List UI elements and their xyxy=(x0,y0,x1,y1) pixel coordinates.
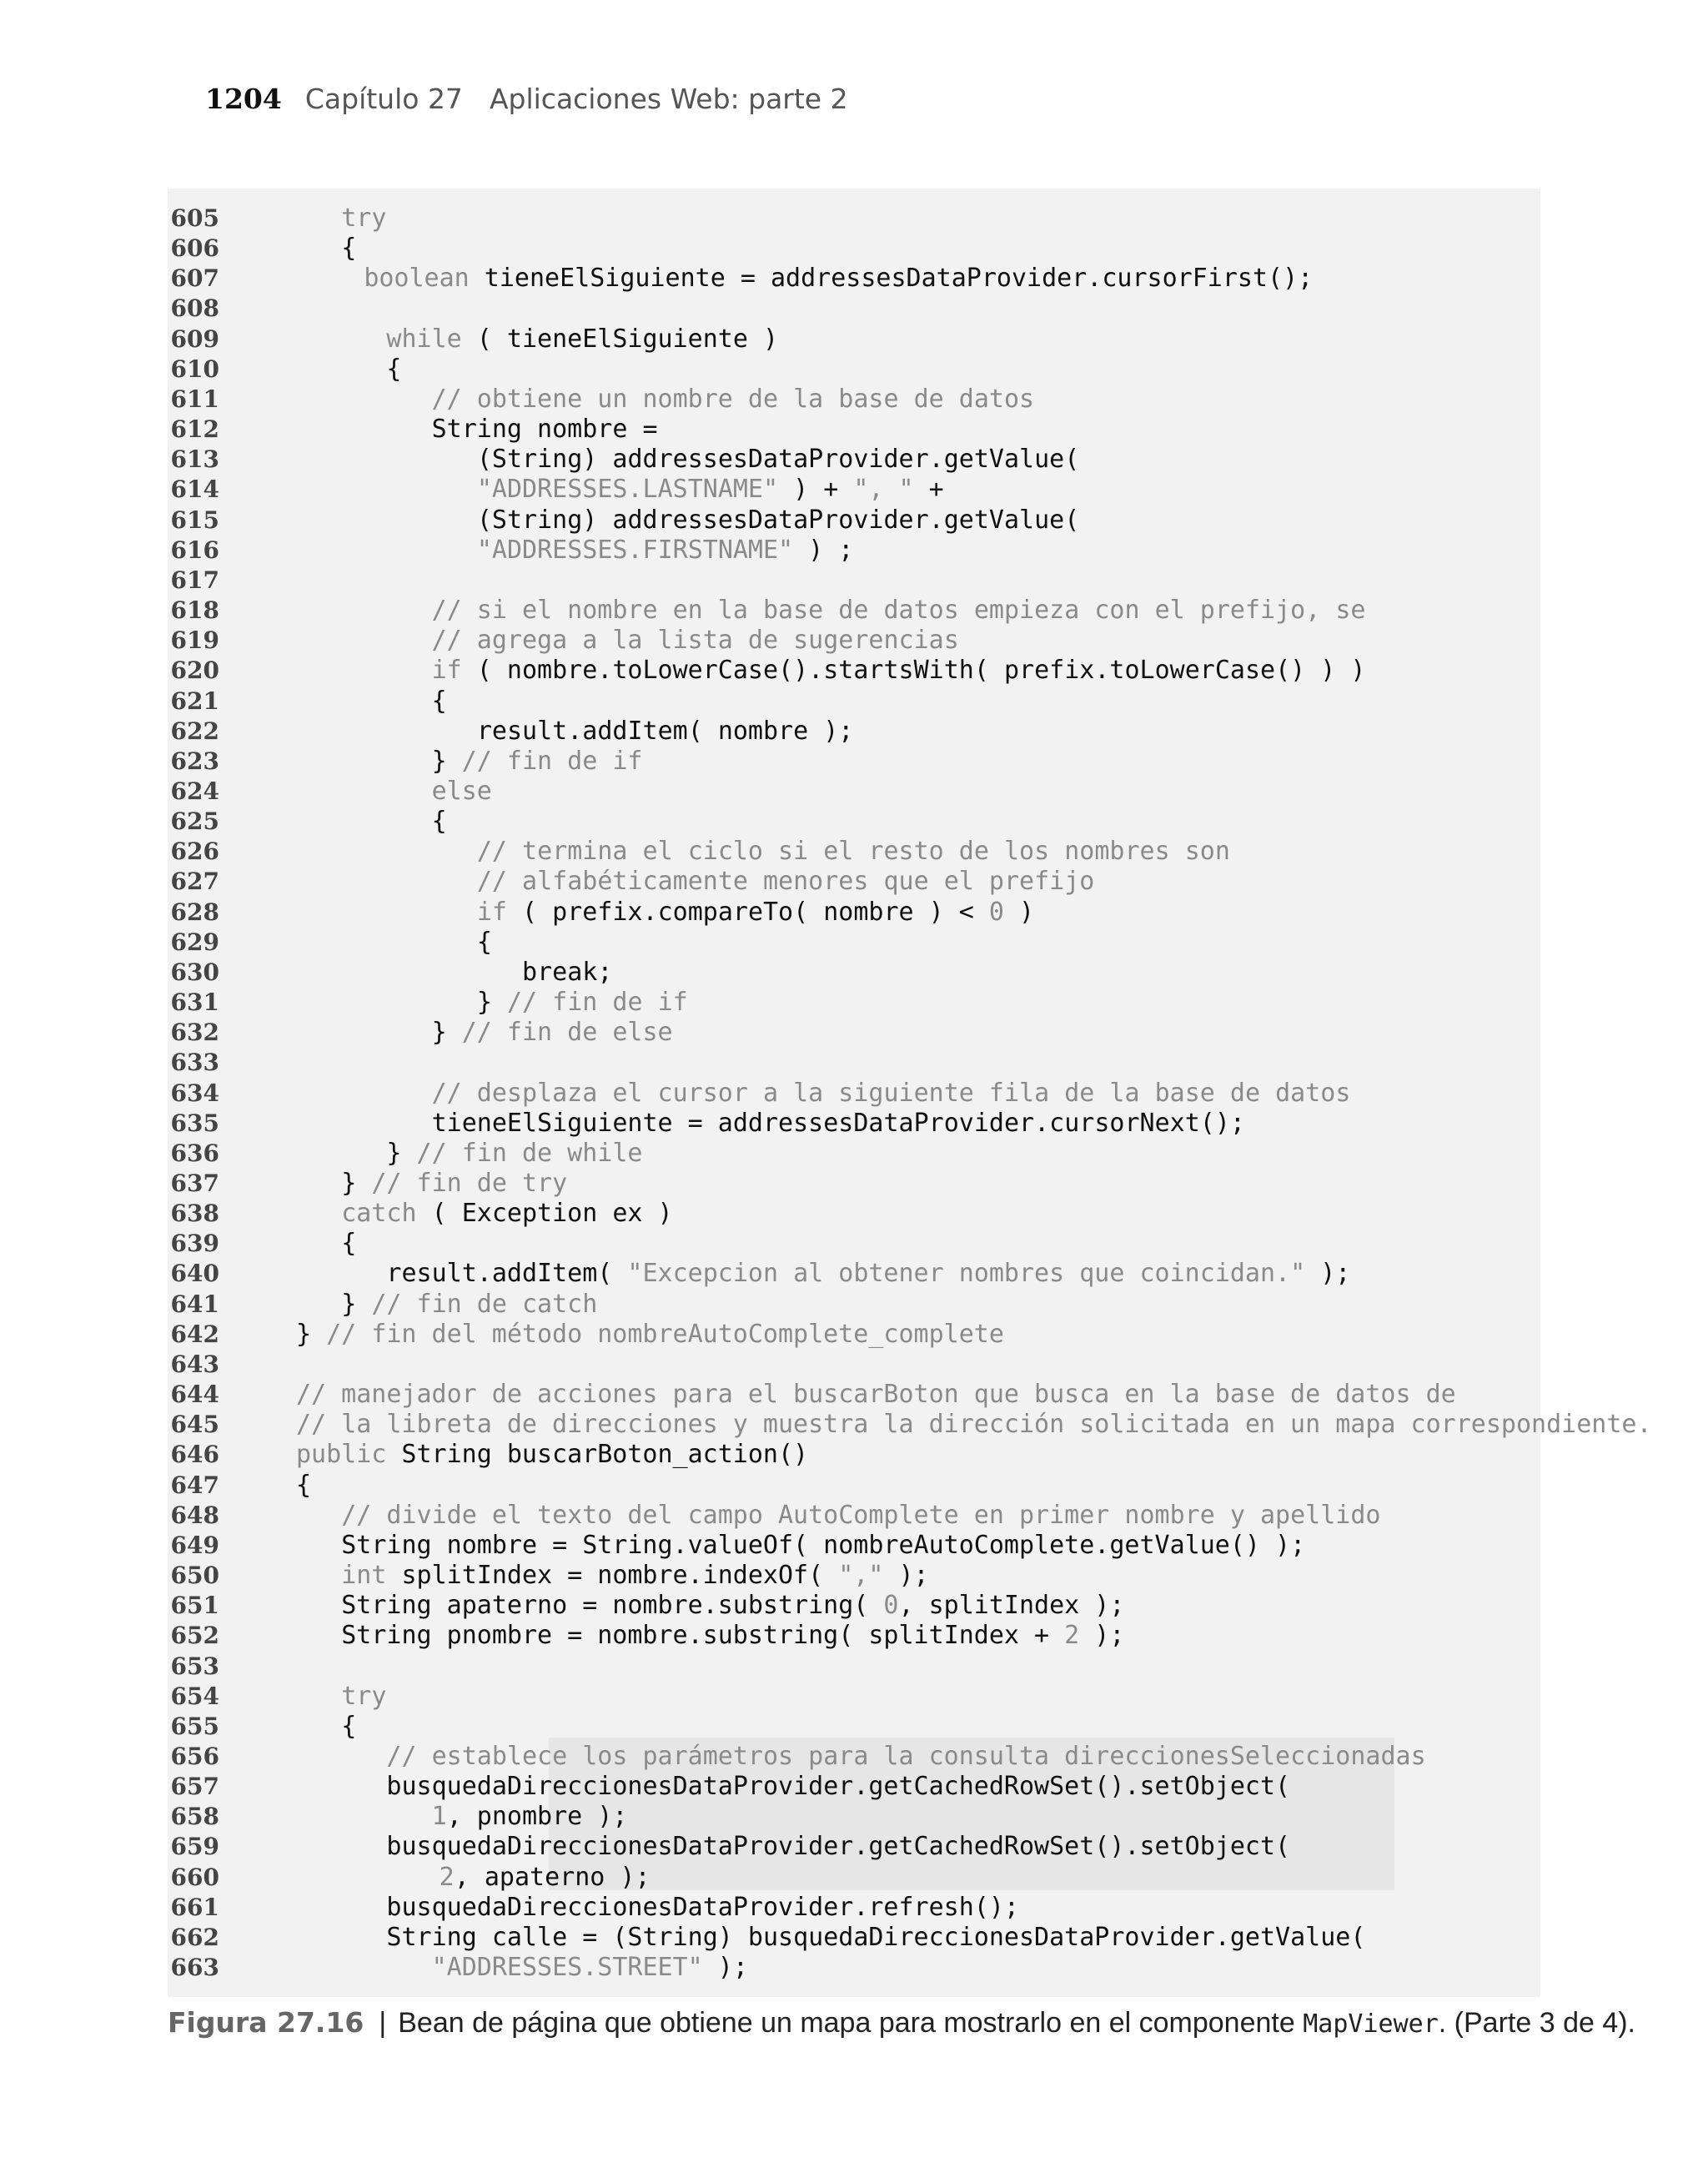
line-number: 620 xyxy=(170,656,219,685)
code-text xyxy=(341,1561,928,1591)
code-token-plain: ); xyxy=(1305,1259,1351,1289)
code-line xyxy=(168,264,1540,294)
code-line xyxy=(168,1259,1540,1289)
line-number: 634 xyxy=(170,1079,219,1107)
code-token-plain: , apaterno ); xyxy=(454,1862,651,1892)
code-line xyxy=(168,1229,1540,1259)
line-number: 630 xyxy=(170,958,219,986)
code-text xyxy=(477,717,854,747)
line-number: 629 xyxy=(170,928,219,956)
code-line xyxy=(168,1410,1652,1440)
line-number: 654 xyxy=(170,1682,219,1710)
code-line xyxy=(168,988,1540,1018)
line-number: 649 xyxy=(170,1531,219,1559)
code-token-plain: } xyxy=(341,1169,372,1198)
code-text xyxy=(432,415,658,445)
code-line xyxy=(168,566,1540,596)
code-token-keyword: catch xyxy=(341,1199,417,1229)
code-text xyxy=(477,837,1230,867)
code-line xyxy=(168,1320,1540,1350)
code-token-number: 1 xyxy=(431,1802,447,1832)
code-line xyxy=(168,1652,1540,1682)
code-text xyxy=(432,596,1366,626)
code-text xyxy=(296,1320,1004,1350)
code-text xyxy=(341,234,356,264)
line-number: 655 xyxy=(170,1712,219,1740)
code-token-keyword: else xyxy=(431,776,492,806)
code-text xyxy=(341,1169,567,1199)
line-number: 633 xyxy=(170,1049,219,1077)
code-text xyxy=(296,1440,808,1470)
code-line xyxy=(168,1169,1540,1199)
code-token-plain: { xyxy=(386,354,402,384)
line-number: 624 xyxy=(170,777,219,805)
code-text xyxy=(432,687,447,717)
code-line xyxy=(168,1863,1540,1893)
page-number: 1204 xyxy=(205,83,282,115)
code-line xyxy=(168,807,1540,837)
code-text xyxy=(432,1802,628,1832)
code-token-plain: , splitIndex ); xyxy=(898,1591,1125,1621)
code-token-plain: { xyxy=(341,234,357,264)
code-token-plain: + xyxy=(913,475,944,505)
code-token-comment: // establece los parámetros para la consulta direccionesSeleccionadas xyxy=(386,1741,1426,1771)
code-line xyxy=(168,1893,1540,1923)
code-line xyxy=(168,1561,1540,1591)
chapter-title: Aplicaciones Web: parte 2 xyxy=(489,83,848,115)
code-line xyxy=(168,385,1540,415)
code-token-plain: String apaterno = nombre.substring( xyxy=(341,1591,884,1621)
code-line xyxy=(168,1139,1540,1169)
code-line xyxy=(168,1802,1540,1832)
line-number: 612 xyxy=(170,415,219,444)
code-token-comment: // la libreta de direcciones y muestra la dirección solicitada en un mapa correspondiente. xyxy=(296,1410,1652,1440)
code-token-plain: } xyxy=(386,1138,417,1168)
code-line xyxy=(168,204,1540,234)
caption-separator: | xyxy=(379,2007,387,2039)
line-number: 646 xyxy=(170,1441,219,1469)
code-token-plain: ); xyxy=(1079,1621,1125,1651)
code-text xyxy=(477,898,1034,928)
code-token-plain: String nombre = String.valueOf( nombreAutoComplete.getValue() ); xyxy=(341,1530,1306,1560)
code-line xyxy=(168,1380,1540,1410)
code-text xyxy=(477,475,944,505)
code-token-plain: , pnombre ); xyxy=(446,1802,628,1832)
code-text xyxy=(386,1923,1365,1953)
code-text xyxy=(432,1953,748,1983)
code-token-plain: { xyxy=(296,1470,312,1500)
line-number: 635 xyxy=(170,1109,219,1137)
code-token-plain: } xyxy=(296,1319,327,1349)
line-number: 607 xyxy=(170,264,219,293)
line-number: 638 xyxy=(170,1200,219,1228)
code-line xyxy=(168,355,1540,385)
code-token-comment: // divide el texto del campo AutoComplete en primer nombre y apellido xyxy=(341,1500,1381,1530)
code-text xyxy=(296,1380,1456,1410)
code-text xyxy=(364,264,1313,294)
code-token-comment: // manejador de acciones para el buscarBoton que busca en la base de datos de xyxy=(296,1380,1456,1410)
code-token-plain: { xyxy=(431,686,447,716)
code-token-plain: busquedaDireccionesDataProvider.getCachedRowSet().setObject( xyxy=(386,1772,1291,1802)
code-text xyxy=(432,807,447,837)
line-number: 657 xyxy=(170,1773,219,1801)
code-token-plain: String nombre = xyxy=(431,415,658,445)
code-text xyxy=(432,385,1034,415)
code-line xyxy=(168,656,1540,686)
code-line xyxy=(168,1109,1540,1139)
code-token-plain: } xyxy=(341,1289,372,1319)
line-number: 625 xyxy=(170,807,219,836)
code-line xyxy=(168,1742,1540,1772)
line-number: 632 xyxy=(170,1019,219,1047)
line-number: 647 xyxy=(170,1471,219,1499)
code-line xyxy=(168,1350,1540,1380)
chapter-label: Capítulo 27 xyxy=(304,83,463,115)
code-line xyxy=(168,1621,1540,1651)
code-line xyxy=(168,506,1540,536)
code-token-plain: result.addItem( nombre ); xyxy=(476,716,854,746)
code-line xyxy=(168,1290,1540,1320)
code-text xyxy=(432,777,492,807)
code-token-plain: tieneElSiguiente = addressesDataProvider.cursorNext(); xyxy=(431,1108,1245,1138)
code-token-plain: String pnombre = nombre.substring( splitIndex + xyxy=(341,1621,1065,1651)
code-line xyxy=(168,928,1540,958)
line-number: 619 xyxy=(170,626,219,655)
code-token-plain: { xyxy=(431,807,447,837)
code-token-string: "ADDRESSES.STREET" xyxy=(431,1953,703,1983)
line-number: 616 xyxy=(170,536,219,564)
code-token-plain: ) + xyxy=(778,475,854,505)
code-text xyxy=(341,1591,1124,1621)
code-line xyxy=(168,777,1540,807)
line-number: 609 xyxy=(170,324,219,353)
code-token-number: 2 xyxy=(1064,1621,1080,1651)
line-number: 660 xyxy=(170,1863,219,1891)
code-token-keyword: while xyxy=(386,324,462,354)
code-text xyxy=(341,1682,386,1712)
code-text xyxy=(296,1410,1652,1440)
line-number: 662 xyxy=(170,1923,219,1951)
page-header xyxy=(205,80,848,118)
code-line xyxy=(168,445,1540,475)
line-number: 627 xyxy=(170,868,219,896)
code-text xyxy=(386,355,401,385)
code-text xyxy=(386,1832,1290,1862)
code-text xyxy=(341,204,386,234)
line-number: 652 xyxy=(170,1622,219,1650)
code-token-plain: (String) addressesDataProvider.getValue( xyxy=(476,505,1080,535)
line-number: 650 xyxy=(170,1562,219,1590)
line-number: 658 xyxy=(170,1803,219,1831)
code-token-plain: ( nombre.toLowerCase().startsWith( prefix.toLowerCase() ) ) xyxy=(461,656,1366,686)
code-text xyxy=(432,656,1366,686)
code-line xyxy=(168,898,1540,928)
code-token-comment: // fin de catch xyxy=(371,1289,598,1319)
code-line xyxy=(168,1018,1540,1048)
code-token-plain: ( tieneElSiguiente ) xyxy=(461,324,779,354)
code-token-number: 2 xyxy=(439,1862,455,1892)
code-token-comment: // fin de if xyxy=(461,746,643,776)
code-text xyxy=(477,867,1095,897)
line-number: 641 xyxy=(170,1290,219,1318)
code-listing xyxy=(168,204,1652,1983)
code-token-comment: // fin del método nombreAutoComplete_complete xyxy=(326,1319,1004,1349)
line-number: 622 xyxy=(170,717,219,745)
code-token-plain: tieneElSiguiente = addressesDataProvider.cursorFirst(); xyxy=(469,264,1314,294)
code-line xyxy=(168,1531,1540,1561)
code-line xyxy=(168,1682,1540,1712)
code-text xyxy=(341,1199,672,1229)
code-text xyxy=(432,1079,1351,1109)
code-text xyxy=(386,1742,1425,1772)
code-text xyxy=(477,506,1079,536)
code-token-plain: } xyxy=(476,988,507,1018)
code-token-comment: // agrega a la lista de sugerencias xyxy=(431,626,959,656)
code-token-comment: // desplaza el cursor a la siguiente fila de la base de datos xyxy=(431,1078,1351,1108)
line-number: 639 xyxy=(170,1230,219,1258)
code-text xyxy=(522,958,612,988)
code-line xyxy=(168,717,1540,747)
code-token-comment: // termina el ciclo si el resto de los nombres son xyxy=(476,837,1230,867)
line-number: 651 xyxy=(170,1592,219,1620)
code-token-comment: // fin de try xyxy=(371,1169,568,1198)
line-number: 617 xyxy=(170,566,219,594)
code-token-plain: String calle = (String) busquedaDireccionesDataProvider.getValue( xyxy=(386,1922,1366,1952)
line-number: 608 xyxy=(170,294,219,323)
line-number: 648 xyxy=(170,1501,219,1529)
code-token-plain: } xyxy=(431,1018,462,1048)
code-token-plain: ) xyxy=(1003,897,1035,927)
code-text xyxy=(386,1893,1019,1923)
code-token-number: 0 xyxy=(883,1591,899,1621)
code-text xyxy=(341,1501,1380,1531)
code-token-comment: // fin de while xyxy=(416,1138,643,1168)
code-line xyxy=(168,1199,1540,1229)
code-line xyxy=(168,687,1540,717)
code-line xyxy=(168,1440,1540,1470)
code-token-comment: // fin de else xyxy=(461,1018,673,1048)
code-token-comment: // fin de if xyxy=(506,988,688,1018)
line-number: 642 xyxy=(170,1320,219,1348)
line-number: 628 xyxy=(170,898,219,926)
code-token-plain: String buscarBoton_action() xyxy=(386,1440,809,1470)
code-token-keyword: try xyxy=(341,204,387,233)
code-text xyxy=(341,1290,597,1320)
code-text xyxy=(432,1018,673,1048)
code-text xyxy=(386,1772,1290,1802)
code-text xyxy=(477,988,688,1018)
code-token-plain: busquedaDireccionesDataProvider.getCachedRowSet().setObject( xyxy=(386,1832,1291,1862)
code-token-keyword: public xyxy=(296,1440,387,1470)
code-text xyxy=(341,1531,1305,1561)
code-token-keyword: if xyxy=(476,897,507,927)
line-number: 640 xyxy=(170,1260,219,1288)
code-token-plain: break; xyxy=(522,957,613,987)
code-text xyxy=(432,747,643,777)
line-number: 621 xyxy=(170,687,219,715)
line-number: 637 xyxy=(170,1169,219,1197)
line-number: 661 xyxy=(170,1893,219,1921)
code-line xyxy=(168,1953,1540,1983)
line-number: 611 xyxy=(170,385,219,413)
code-token-plain: ) ; xyxy=(793,535,854,565)
code-line xyxy=(168,596,1540,626)
line-number: 645 xyxy=(170,1411,219,1439)
code-text xyxy=(432,1109,1245,1139)
code-text xyxy=(386,324,778,355)
code-token-keyword: int xyxy=(341,1561,387,1591)
caption-code-term: MapViewer xyxy=(1303,2009,1439,2039)
code-line xyxy=(168,1712,1540,1742)
code-text xyxy=(296,1471,311,1501)
code-token-plain: } xyxy=(431,746,462,776)
line-number: 643 xyxy=(170,1350,219,1378)
code-token-plain: result.addItem( xyxy=(386,1259,628,1289)
code-text xyxy=(477,445,1079,475)
code-token-plain: ); xyxy=(883,1561,929,1591)
code-token-keyword: boolean xyxy=(364,264,470,294)
line-number: 618 xyxy=(170,596,219,625)
code-token-keyword: if xyxy=(431,656,462,686)
figure-label: Figura 27.16 xyxy=(168,2006,364,2039)
code-line xyxy=(168,294,1540,324)
code-line xyxy=(168,536,1540,566)
code-text xyxy=(477,928,492,958)
line-number: 614 xyxy=(170,475,219,504)
code-line xyxy=(168,1591,1540,1621)
line-number: 644 xyxy=(170,1381,219,1409)
line-number: 606 xyxy=(170,234,219,263)
code-line xyxy=(168,747,1540,777)
code-line xyxy=(168,958,1540,988)
code-token-string: "," xyxy=(838,1561,884,1591)
code-token-plain: { xyxy=(341,1711,357,1741)
code-line xyxy=(168,1048,1540,1078)
code-line xyxy=(168,324,1540,355)
code-token-plain: splitIndex = nombre.indexOf( xyxy=(386,1561,839,1591)
code-token-string: ", " xyxy=(853,475,914,505)
code-text xyxy=(386,1139,642,1169)
code-text xyxy=(341,1712,356,1742)
code-token-plain: ); xyxy=(702,1953,748,1983)
code-token-plain: ( Exception ex ) xyxy=(416,1199,673,1229)
code-line xyxy=(168,1501,1540,1531)
code-token-string: "ADDRESSES.LASTNAME" xyxy=(476,475,779,505)
code-token-string: "ADDRESSES.FIRSTNAME" xyxy=(476,535,794,565)
code-token-plain: ( prefix.compareTo( nombre ) < xyxy=(506,897,989,927)
code-token-plain: { xyxy=(341,1229,357,1259)
line-number: 636 xyxy=(170,1139,219,1167)
code-line xyxy=(168,1923,1540,1953)
code-line xyxy=(168,475,1540,505)
line-number: 631 xyxy=(170,988,219,1017)
code-line xyxy=(168,1471,1540,1501)
line-number: 659 xyxy=(170,1833,219,1861)
line-number: 610 xyxy=(170,355,219,383)
code-line xyxy=(168,415,1540,445)
code-line xyxy=(168,1772,1540,1802)
code-text xyxy=(440,1863,651,1893)
caption-text-end: . (Parte 3 de 4). xyxy=(1438,2007,1636,2039)
figure-caption xyxy=(168,2004,1635,2044)
code-token-keyword: try xyxy=(341,1681,387,1711)
code-line xyxy=(168,837,1540,867)
code-line xyxy=(168,1832,1540,1862)
code-token-comment: // alfabéticamente menores que el prefijo xyxy=(476,867,1095,897)
code-line xyxy=(168,867,1540,897)
line-number: 623 xyxy=(170,747,219,775)
code-line xyxy=(168,626,1540,656)
line-number: 615 xyxy=(170,506,219,534)
code-text xyxy=(386,1259,1350,1289)
code-line xyxy=(168,234,1540,264)
code-text xyxy=(341,1621,1124,1651)
line-number: 656 xyxy=(170,1742,219,1770)
code-token-comment: // obtiene un nombre de la base de datos xyxy=(431,384,1035,414)
caption-text: Bean de página que obtiene un mapa para mostrarlo en el componente xyxy=(398,2007,1304,2039)
line-number: 605 xyxy=(170,204,219,232)
code-token-plain: (String) addressesDataProvider.getValue( xyxy=(476,445,1080,475)
code-line xyxy=(168,1079,1540,1109)
code-token-comment: // si el nombre en la base de datos empieza con el prefijo, se xyxy=(431,596,1366,626)
line-number: 613 xyxy=(170,445,219,474)
code-token-plain: busquedaDireccionesDataProvider.refresh(); xyxy=(386,1892,1019,1922)
line-number: 663 xyxy=(170,1954,219,1982)
line-number: 653 xyxy=(170,1652,219,1680)
code-text xyxy=(341,1229,356,1259)
code-token-string: "Excepcion al obtener nombres que coincidan." xyxy=(627,1259,1306,1289)
line-number: 626 xyxy=(170,837,219,866)
code-token-plain: { xyxy=(476,927,492,957)
code-text xyxy=(477,536,854,566)
code-token-number: 0 xyxy=(988,897,1004,927)
code-text xyxy=(432,626,959,656)
